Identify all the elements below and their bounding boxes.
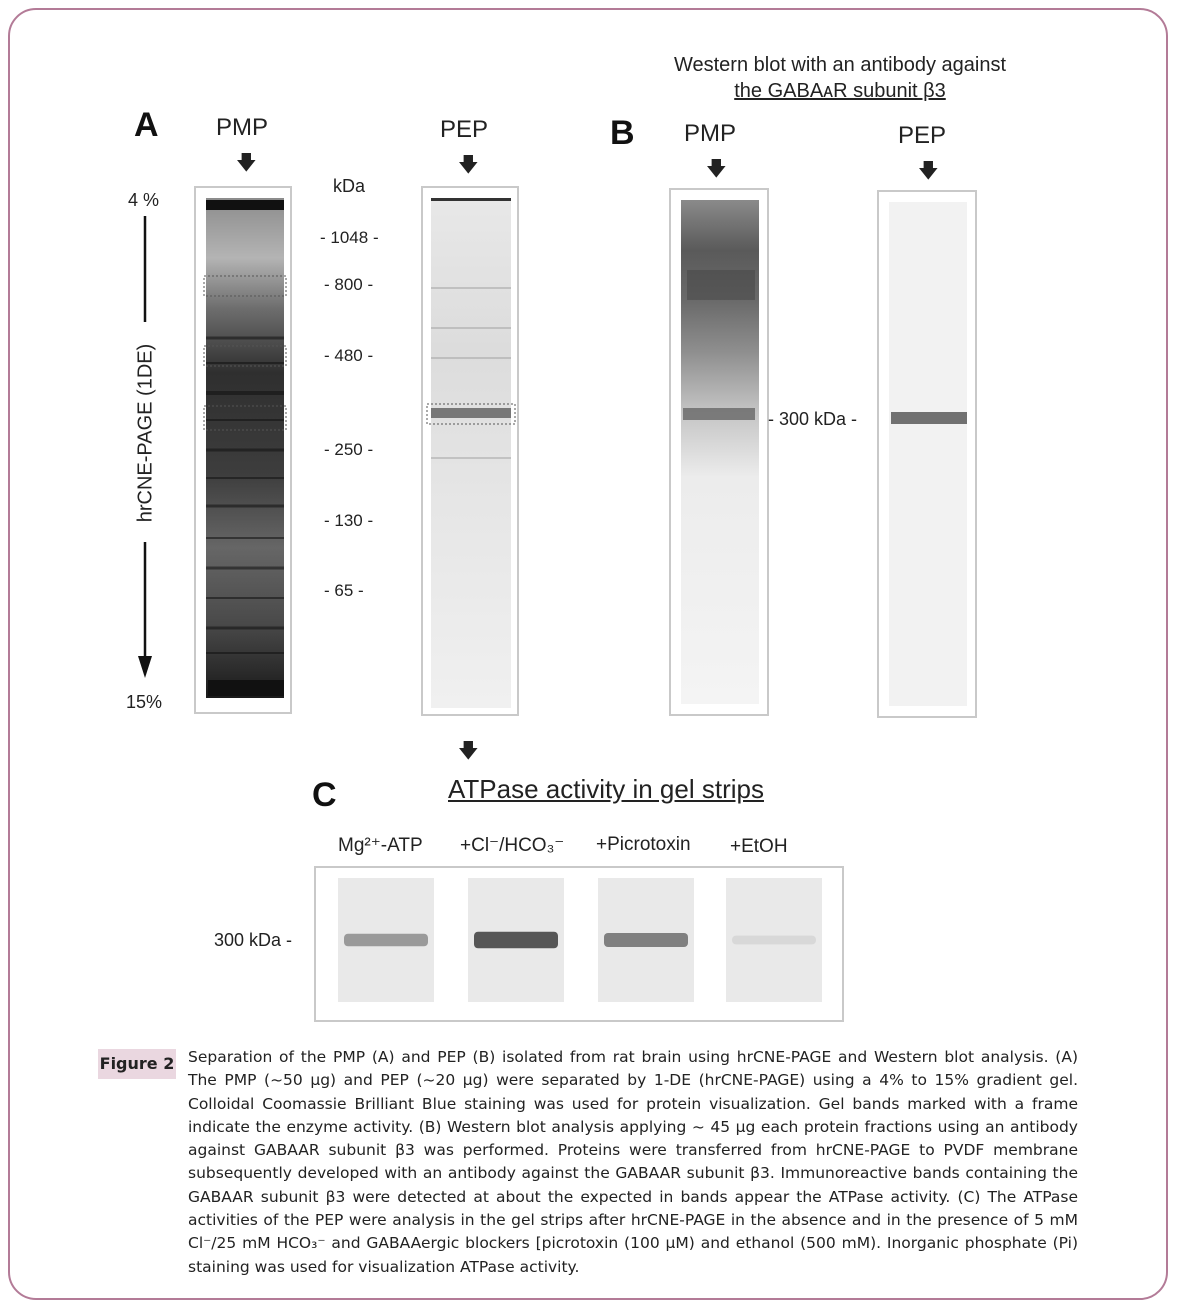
strip-label-etoh: +EtOH [730,836,788,857]
panel-b-lane-pmp-title: PMP [684,120,737,147]
strip-label-mg-atp: Mg²⁺-ATP [338,835,423,856]
strip-label-picrotoxin: +Picrotoxin [596,834,691,855]
down-arrow-icon: 🡇 [236,152,257,174]
down-arrow-icon: 🡇 [458,154,479,176]
strip-mg-atp-band [344,934,428,947]
panel-c-title: ATPase activity in gel strips [448,774,764,804]
atpase-strips-box [314,866,844,1022]
panel-b-band-label: - 300 kDa - [768,409,858,429]
strip-label-cl-hco3: +Cl⁻/HCO₃⁻ [460,835,565,856]
pep-gel-lane [421,186,519,716]
down-arrow-icon: 🡇 [918,160,939,182]
down-arrow-icon: 🡇 [458,740,479,762]
panel-c-band-label: 300 kDa - [214,930,293,950]
strip-etoh-band [732,936,816,945]
figure-badge: Figure 2 [98,1049,176,1079]
gradient-bottom-label: 15% [126,692,163,712]
down-arrow-icon: 🡇 [706,158,727,180]
kda-unit-label: kDa [333,176,366,196]
marker-65: - 65 - [324,581,364,600]
marker-480: - 480 - [324,346,374,365]
marker-250: - 250 - [324,440,374,459]
strip-picrotoxin-band [604,933,688,947]
panel-c-letter: C [312,776,337,814]
panel-b-lane-pep-title: PEP [898,122,947,149]
atpase-strips [316,868,842,1020]
panel-a-lane-pep-title: PEP [440,116,489,143]
pmp-gel-lane [194,186,292,714]
wb-pmp-lane [669,188,769,716]
panel-b-letter: B [610,114,635,152]
figure-caption: Separation of the PMP (A) and PEP (B) isolated from rat brain using hrCNE-PAGE and Western blot analysis. (A) The PMP (~50 µg) and PEP (~20 µg) were separated by 1-DE (hrCNE-PAGE) using a 4% to 15% gradient gel. Colloidal Coomassie Brilliant Blue staining was used for protein visualization. Gel bands marked with a frame indicate the enzyme activity. (B) Western blot analysis applying ~ 45 µg each protein fractions using an antibody against GABAAR subunit β3 was performed. Proteins were transferred from hrCNE-PAGE to PVDF membrane subsequently developed with an antibody against the GABAAR subunit β3. Immunoreactive bands containing the GABAAR subunit β3 were detected at about the expected in bands appear the ATPase activity. (C) The ATPase activities of the PEP were analysis in the gel strips after hrCNE-PAGE in the absence and in the presence of 5 mM Cl⁻/25 mM HCO₃⁻ and GABAAergic blockers [picrotoxin (100 µM) and ethanol (500 mM). Inorganic phosphate (Pi) staining was used for visualization ATPase activity. [188,1048,1078,1276]
wb-pep-lane [877,190,977,718]
panel-b-title: Western blot with an antibody against the GABAᴀR subunit β3 [673,54,1007,102]
panel-a-lane-pmp-title: PMP [216,114,269,141]
gel-method-label: hrCNE-PAGE (1DE) [134,343,157,523]
panel-a-letter: A [134,106,159,144]
marker-800: - 800 - [324,275,374,294]
gradient-top-label: 4 % [128,190,160,210]
marker-130: - 130 - [324,511,374,530]
marker-1048: - 1048 - [320,228,379,247]
strip-cl-hco3-band [474,932,558,949]
